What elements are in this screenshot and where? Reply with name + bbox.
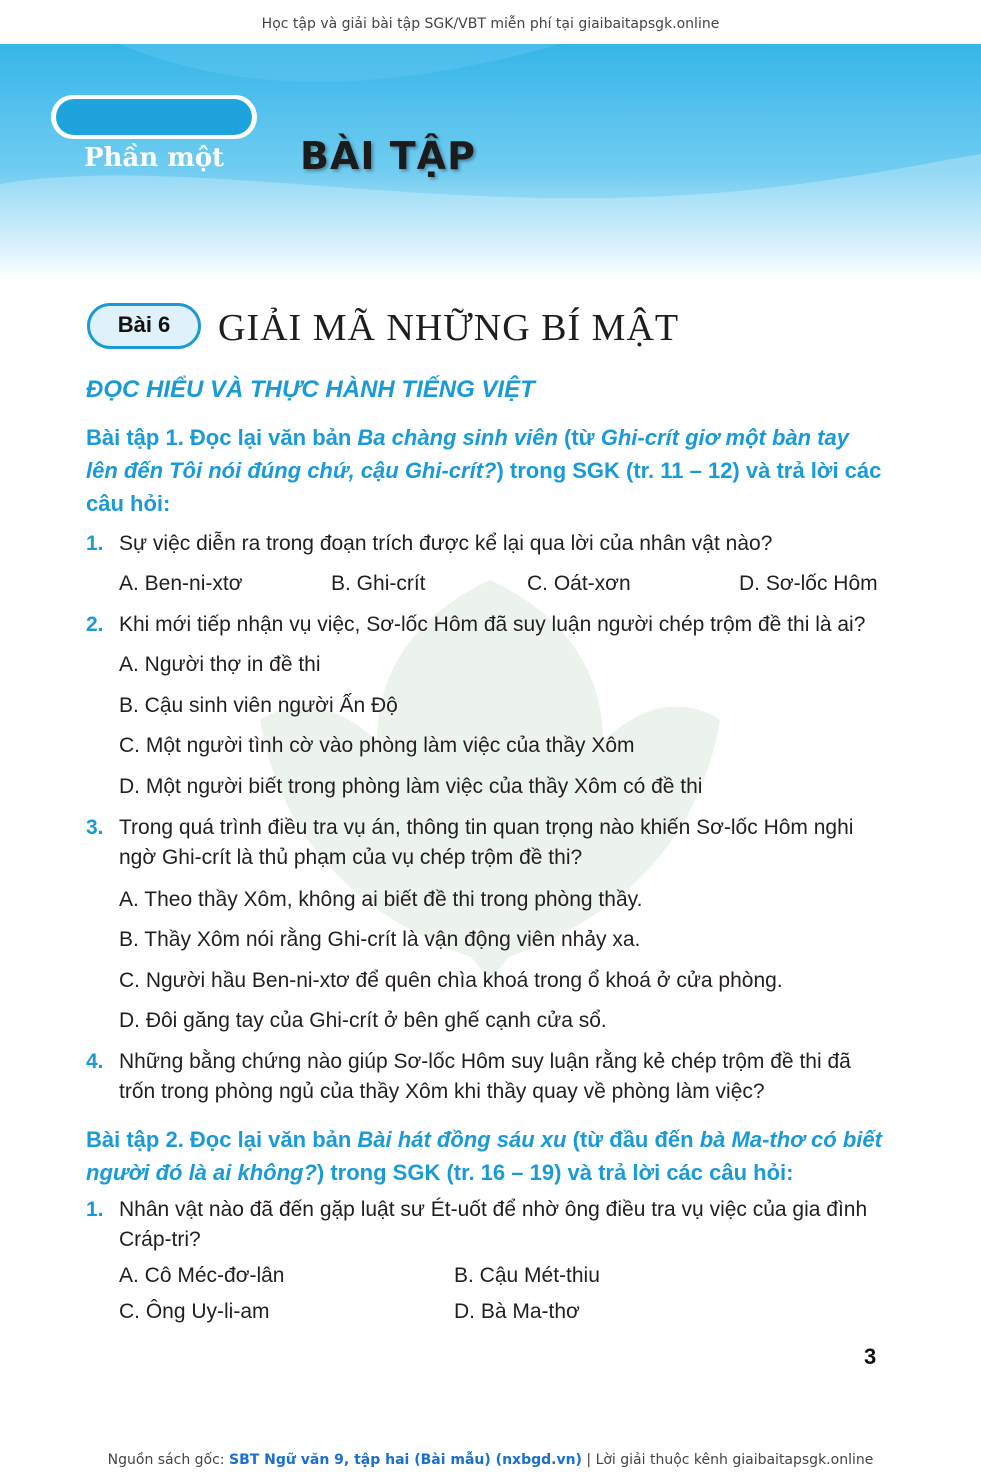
source-link[interactable]: SBT Ngữ văn 9, tập hai (Bài mẫu) (nxbgd.vn) <box>228 1452 582 1468</box>
exercise-1-heading: Bài tập 1. Đọc lại văn bản Ba chàng sinh viên (từ Ghi-crít giơ một bàn tay lên đến Tôi nói đúng chứ, cậu Ghi-crít?) trong SGK (tr. 11 – 12) và trả lời các câu hỏi: <box>86 425 882 516</box>
ex2-q1-option-d: D. Bà Ma-thơ <box>454 1300 580 1323</box>
ex2-q1-option-a: A. Cô Méc-đơ-lân <box>119 1264 285 1287</box>
part-label: Phần một <box>83 143 225 173</box>
ex1-q3-option-b: B. Thầy Xôm nói rằng Ghi-crít là vận động viên nhảy xa. <box>119 928 641 951</box>
ex2-q1-option-c: C. Ông Uy-li-am <box>119 1300 270 1323</box>
question-number: 4. <box>86 1050 104 1073</box>
ex1-q1-option-a: A. Ben-ni-xtơ <box>119 572 243 595</box>
question-text: Nhân vật nào đã đến gặp luật sư Ét-uốt để nhờ ông điều tra vụ việc của gia đình Cráp-tri? <box>119 1198 868 1251</box>
ex1-q1-option-b: B. Ghi-crít <box>331 572 426 595</box>
question-text: Những bằng chứng nào giúp Sơ-lốc Hôm suy luận rằng kẻ chép trộm đề thi đã trốn trong phòng ngủ của thầy Xôm khi thầy quay về phòng làm việc? <box>119 1050 851 1103</box>
question-number: 1. <box>86 1198 104 1221</box>
question-text: Sự việc diễn ra trong đoạn trích được kể lại qua lời của nhân vật nào? <box>119 532 773 555</box>
ex1-q1-option-d: D. Sơ-lốc Hôm <box>739 572 878 595</box>
question-text: Khi mới tiếp nhận vụ việc, Sơ-lốc Hôm đã suy luận người chép trộm đề thi là ai? <box>119 613 866 636</box>
ex1-q2-option-d: D. Một người biết trong phòng làm việc của thầy Xôm có đề thi <box>119 775 703 798</box>
footer-note: Nguồn sách gốc: SBT Ngữ văn 9, tập hai (Bài mẫu) (nxbgd.vn) | Lời giải thuộc kênh giaibaitapsgk.online <box>107 1452 874 1468</box>
ex1-q2-option-c: C. Một người tình cờ vào phòng làm việc của thầy Xôm <box>119 734 635 757</box>
ex2-q1-option-b: B. Cậu Mét-thiu <box>454 1264 600 1287</box>
ex1-q2-option-b: B. Cậu sinh viên người Ấn Độ <box>119 694 398 717</box>
lesson-badge-label: Bài 6 <box>117 312 171 337</box>
ex1-q3-option-c: C. Người hầu Ben-ni-xtơ để quên chìa khoá trong ổ khoá ở cửa phòng. <box>119 969 783 992</box>
ex1-q3-option-a: A. Theo thầy Xôm, không ai biết đề thi trong phòng thầy. <box>119 888 643 911</box>
question-number: 2. <box>86 613 104 636</box>
part-title: BÀI TẬP <box>300 134 476 178</box>
question-number: 3. <box>86 816 104 839</box>
section-heading: ĐỌC HIỂU VÀ THỰC HÀNH TIẾNG VIỆT <box>86 376 535 403</box>
lesson-title: GIẢI MÃ NHỮNG BÍ MẬT <box>218 307 680 349</box>
ex1-q2-option-a: A. Người thợ in đề thi <box>119 653 321 676</box>
question-number: 1. <box>86 532 104 555</box>
ex1-q1-option-c: C. Oát-xơn <box>527 572 631 595</box>
ex1-q3-option-d: D. Đôi găng tay của Ghi-crít ở bên ghế cạnh cửa sổ. <box>119 1009 607 1032</box>
question-text: Trong quá trình điều tra vụ án, thông tin quan trọng nào khiến Sơ-lốc Hôm nghi ngờ Ghi-crít là thủ phạm của vụ chép trộm đề thi? <box>119 816 854 869</box>
header-note: Học tập và giải bài tập SGK/VBT miễn phí tại giaibaitapsgk.online <box>261 16 720 32</box>
exercise-2-heading: Bài tập 2. Đọc lại văn bản Bài hát đồng sáu xu (từ đầu đến bà Ma-thơ có biết người đó là ai không?) trong SGK (tr. 16 – 19) và trả lời các câu hỏi: <box>86 1127 882 1185</box>
page-number: 3 <box>864 1344 877 1369</box>
